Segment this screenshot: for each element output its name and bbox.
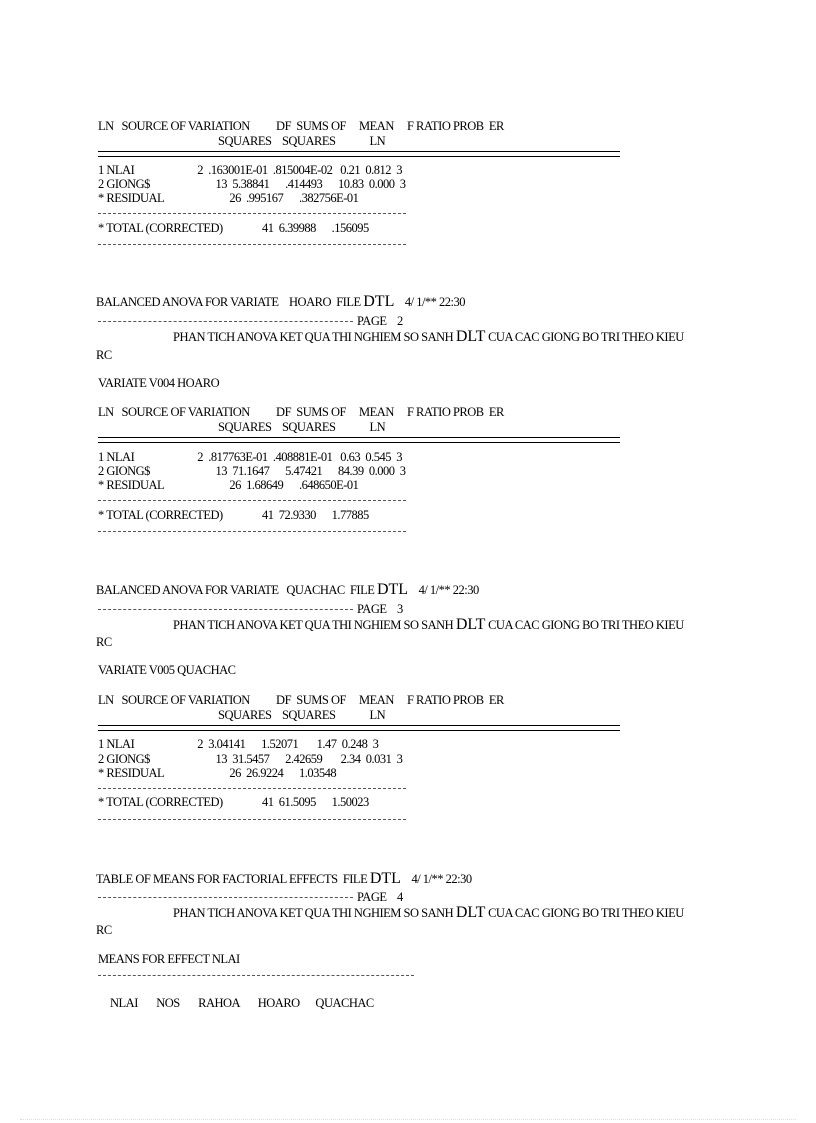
dashed-rule <box>98 897 353 898</box>
means-effect-label: MEANS FOR EFFECT NLAI <box>98 952 240 966</box>
section-title: TABLE OF MEANS FOR FACTORIAL EFFECTS FILE DTL 4/ 1/** 22:30 <box>96 870 472 887</box>
subtitle-wrap: RC <box>96 348 112 362</box>
anova-row-total: * TOTAL (CORRECTED) 41 72.9330 1.77885 <box>98 508 369 522</box>
section-subtitle: PHAN TICH ANOVA KET QUA THI NGHIEM SO SANH DLT CUA CAC GIONG BO TRI THEO KIEU <box>173 328 684 345</box>
means-table-header: NLAI NOS RAHOA HOARO QUACHAC <box>110 996 374 1010</box>
dashed-rule <box>98 213 406 214</box>
section-subtitle: PHAN TICH ANOVA KET QUA THI NGHIEM SO SANH DLT CUA CAC GIONG BO TRI THEO KIEU <box>173 904 684 921</box>
variate-label: VARIATE V004 HOARO <box>98 376 220 390</box>
anova-row-residual: * RESIDUAL 26 26.9224 1.03548 <box>98 766 337 780</box>
page-number: PAGE 4 <box>357 890 403 904</box>
section-title: BALANCED ANOVA FOR VARIATE QUACHAC FILE DTL 4/ 1/** 22:30 <box>96 581 479 598</box>
anova-row-giong: 2 GIONG$ 13 31.5457 2.42659 2.34 0.031 3 <box>98 752 403 766</box>
anova-row-giong: 2 GIONG$ 13 71.1647 5.47421 84.39 0.000 3 <box>98 464 406 478</box>
anova-header-line-2: SQUARES SQUARES LN <box>218 420 386 434</box>
page-edge <box>20 1119 796 1120</box>
anova-header-line-2: SQUARES SQUARES LN <box>218 708 386 722</box>
anova-header-line-2: SQUARES SQUARES LN <box>218 134 386 148</box>
anova-header-line-1: LN SOURCE OF VARIATION DF SUMS OF MEAN F RATIO PROB ER <box>98 119 504 133</box>
anova-header-line-1: LN SOURCE OF VARIATION DF SUMS OF MEAN F RATIO PROB ER <box>98 693 504 707</box>
dashed-rule <box>98 244 406 245</box>
anova-row-nlai: 1 NLAI 2 3.04141 1.52071 1.47 0.248 3 <box>98 737 379 751</box>
dashed-rule <box>98 321 353 322</box>
section-title: BALANCED ANOVA FOR VARIATE HOARO FILE DTL 4/ 1/** 22:30 <box>96 293 466 310</box>
section-subtitle: PHAN TICH ANOVA KET QUA THI NGHIEM SO SANH DLT CUA CAC GIONG BO TRI THEO KIEU <box>173 616 684 633</box>
dashed-rule <box>98 788 406 789</box>
dashed-rule <box>98 819 406 820</box>
anova-row-total: * TOTAL (CORRECTED) 41 61.5095 1.50023 <box>98 795 369 809</box>
anova-header-line-1: LN SOURCE OF VARIATION DF SUMS OF MEAN F RATIO PROB ER <box>98 405 504 419</box>
double-rule <box>98 151 620 157</box>
anova-row-total: * TOTAL (CORRECTED) 41 6.39988 .156095 <box>98 221 369 235</box>
subtitle-wrap: RC <box>96 923 112 937</box>
dashed-rule <box>98 531 406 532</box>
dashed-rule <box>98 500 406 501</box>
page-number: PAGE 3 <box>357 602 403 616</box>
anova-row-residual: * RESIDUAL 26 .995167 .382756E-01 <box>98 191 359 205</box>
double-rule <box>98 437 620 443</box>
variate-label: VARIATE V005 QUACHAC <box>98 663 236 677</box>
anova-row-giong: 2 GIONG$ 13 5.38841 .414493 10.83 0.000 3 <box>98 177 406 191</box>
subtitle-wrap: RC <box>96 635 112 649</box>
anova-row-residual: * RESIDUAL 26 1.68649 .648650E-01 <box>98 478 359 492</box>
page-number: PAGE 2 <box>357 314 403 328</box>
double-rule <box>98 725 620 731</box>
anova-row-nlai: 1 NLAI 2 .817763E-01 .408881E-01 0.63 0.545 3 <box>98 450 402 464</box>
dashed-rule <box>98 975 414 976</box>
anova-row-nlai: 1 NLAI 2 .163001E-01 .815004E-02 0.21 0.812 3 <box>98 163 402 177</box>
dashed-rule <box>98 609 353 610</box>
